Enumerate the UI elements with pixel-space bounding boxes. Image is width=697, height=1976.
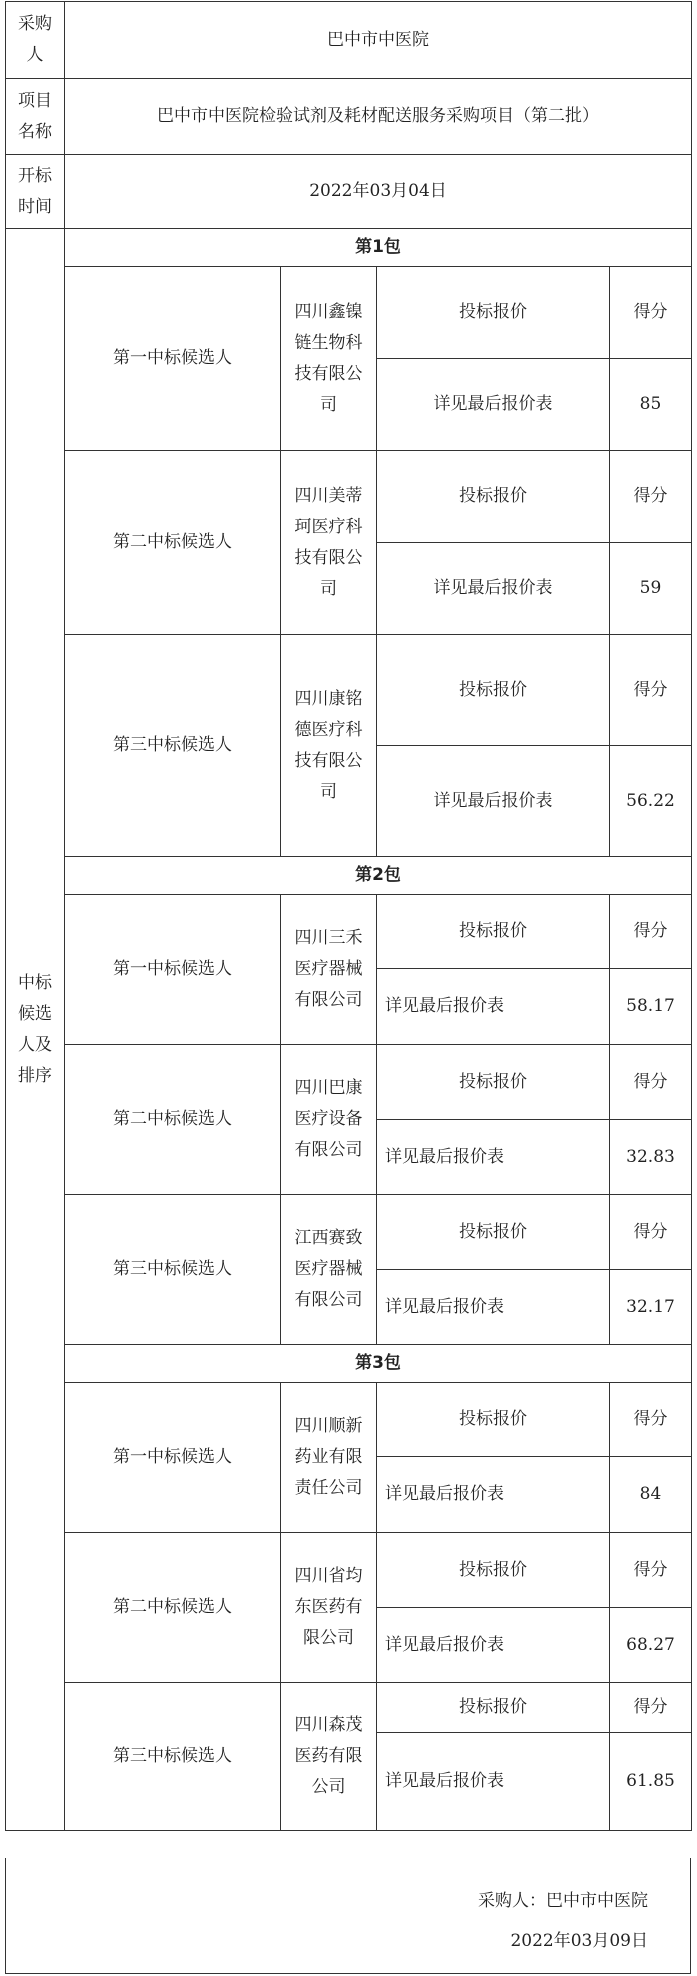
quote-label: 投标报价 bbox=[377, 895, 610, 969]
open-time-value: 2022年03月04日 bbox=[65, 155, 692, 229]
side-label: 中标候选人及排序 bbox=[6, 229, 65, 1831]
quote-label: 投标报价 bbox=[377, 1533, 610, 1608]
score-value: 32.83 bbox=[610, 1120, 692, 1195]
candidate-name: 四川康铭德医疗科技有限公司 bbox=[281, 635, 377, 857]
candidate-name: 四川巴康医疗设备有限公司 bbox=[281, 1045, 377, 1195]
candidate-name: 四川森茂医药有限公司 bbox=[281, 1683, 377, 1831]
score-value: 61.85 bbox=[610, 1733, 692, 1831]
candidate-table bbox=[5, 1, 692, 1831]
candidate-rank: 第一中标候选人 bbox=[65, 1383, 281, 1533]
score-label: 得分 bbox=[610, 1683, 692, 1733]
score-value: 58.17 bbox=[610, 969, 692, 1045]
candidate-rank: 第三中标候选人 bbox=[65, 1195, 281, 1345]
score-value: 84 bbox=[610, 1457, 692, 1533]
candidate-rank: 第一中标候选人 bbox=[65, 267, 281, 451]
detail-label: 详见最后报价表 bbox=[377, 969, 610, 1045]
candidate-rank: 第三中标候选人 bbox=[65, 635, 281, 857]
candidate-rank: 第二中标候选人 bbox=[65, 451, 281, 635]
package-title: 第1包 bbox=[65, 229, 692, 267]
candidate-name: 四川三禾医疗器械有限公司 bbox=[281, 895, 377, 1045]
purchaser-label: 采购人 bbox=[6, 2, 65, 79]
candidate-name: 四川美蒂珂医疗科技有限公司 bbox=[281, 451, 377, 635]
score-label: 得分 bbox=[610, 267, 692, 359]
project-value: 巴中市中医院检验试剂及耗材配送服务采购项目（第二批） bbox=[65, 79, 692, 155]
score-label: 得分 bbox=[610, 1383, 692, 1457]
candidate-rank: 第二中标候选人 bbox=[65, 1533, 281, 1683]
candidate-name: 江西赛致医疗器械有限公司 bbox=[281, 1195, 377, 1345]
quote-label: 投标报价 bbox=[377, 451, 610, 543]
detail-label: 详见最后报价表 bbox=[377, 1120, 610, 1195]
detail-label: 详见最后报价表 bbox=[377, 359, 610, 451]
quote-label: 投标报价 bbox=[377, 1383, 610, 1457]
detail-label: 详见最后报价表 bbox=[377, 746, 610, 857]
score-value: 32.17 bbox=[610, 1270, 692, 1345]
detail-label: 详见最后报价表 bbox=[377, 1270, 610, 1345]
detail-label: 详见最后报价表 bbox=[377, 543, 610, 635]
detail-label: 详见最后报价表 bbox=[377, 1733, 610, 1831]
score-label: 得分 bbox=[610, 1195, 692, 1270]
score-value: 59 bbox=[610, 543, 692, 635]
score-label: 得分 bbox=[610, 895, 692, 969]
purchaser-value: 巴中市中医院 bbox=[65, 2, 692, 79]
project-label: 项目名称 bbox=[6, 79, 65, 155]
score-value: 85 bbox=[610, 359, 692, 451]
detail-label: 详见最后报价表 bbox=[377, 1608, 610, 1683]
open-time-label: 开标时间 bbox=[6, 155, 65, 229]
score-value: 68.27 bbox=[610, 1608, 692, 1683]
footer-date: 2022年03月09日 bbox=[510, 1931, 648, 1951]
quote-label: 投标报价 bbox=[377, 1683, 610, 1733]
score-value: 56.22 bbox=[610, 746, 692, 857]
footer bbox=[5, 1858, 691, 1974]
score-label: 得分 bbox=[610, 635, 692, 746]
footer-signer: 采购人：巴中市中医院 bbox=[478, 1891, 648, 1911]
detail-label: 详见最后报价表 bbox=[377, 1457, 610, 1533]
candidate-rank: 第一中标候选人 bbox=[65, 895, 281, 1045]
score-label: 得分 bbox=[610, 451, 692, 543]
score-label: 得分 bbox=[610, 1045, 692, 1120]
package-title: 第3包 bbox=[65, 1345, 692, 1383]
candidate-name: 四川省均东医药有限公司 bbox=[281, 1533, 377, 1683]
quote-label: 投标报价 bbox=[377, 267, 610, 359]
candidate-name: 四川鑫镍链生物科技有限公司 bbox=[281, 267, 377, 451]
candidate-name: 四川顺新药业有限责任公司 bbox=[281, 1383, 377, 1533]
score-label: 得分 bbox=[610, 1533, 692, 1608]
quote-label: 投标报价 bbox=[377, 1195, 610, 1270]
package-title: 第2包 bbox=[65, 857, 692, 895]
candidate-rank: 第三中标候选人 bbox=[65, 1683, 281, 1831]
quote-label: 投标报价 bbox=[377, 1045, 610, 1120]
quote-label: 投标报价 bbox=[377, 635, 610, 746]
candidate-rank: 第二中标候选人 bbox=[65, 1045, 281, 1195]
